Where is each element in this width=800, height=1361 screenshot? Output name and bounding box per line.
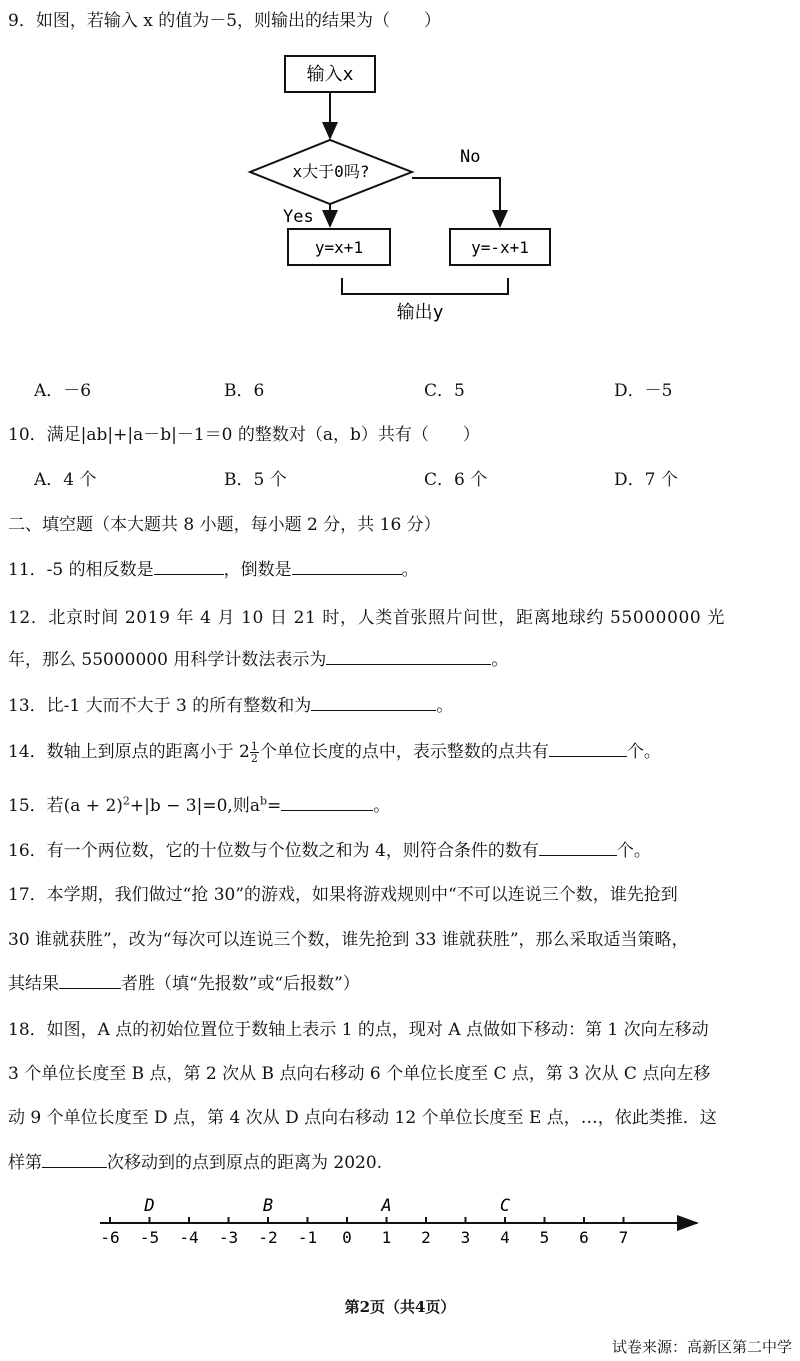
q10-option-d: D．7 个 [614, 470, 678, 490]
question-18-line4: 样第 次移动到的点到原点的距离为 2020. [8, 1148, 382, 1173]
flow-output-text: 输出y [396, 302, 444, 323]
tick-label: 5 [539, 1228, 550, 1247]
answer-blank [326, 646, 491, 665]
tick-label: 1 [381, 1228, 392, 1247]
answer-blank [59, 970, 121, 989]
question-11: 11．-5 的相反数是 ，倒数是 。 [8, 555, 419, 580]
q10-option-c: C．6 个 [424, 470, 488, 490]
question-18-line3: 动 9 个单位长度至 D 点，第 4 次从 D 点向右移动 12 个单位长度至 E 点，…，依此类推．这 [8, 1108, 717, 1128]
flow-yes-label: Yes [283, 207, 314, 227]
answer-blank [281, 792, 373, 811]
tick-label: 7 [618, 1228, 629, 1247]
question-9-stem: 9．如图，若输入 x 的值为－5，则输出的结果为（ ） [8, 11, 442, 31]
flow-left-text: y=x+1 [314, 238, 364, 257]
tick-label: -2 [258, 1228, 278, 1247]
tick-label: 4 [500, 1228, 510, 1247]
question-18-line1: 18．如图，A 点的初始位置位于数轴上表示 1 的点，现对 A 点做如下移动：第 1 次向左移动 [8, 1020, 709, 1040]
tick-label: -4 [179, 1228, 199, 1247]
q9-option-b: B．6 [224, 381, 265, 401]
tick-label: 3 [460, 1228, 471, 1247]
answer-blank [539, 837, 617, 856]
q9-option-d: D．－5 [614, 381, 673, 401]
answer-blank [42, 1149, 107, 1168]
question-12-line2: 年，那么 55000000 用科学计数法表示为 。 [8, 645, 508, 670]
q9-option-a: A．－6 [34, 381, 92, 401]
question-17-line1: 17．本学期，我们做过“抢 30”的游戏，如果将游戏规则中“不可以连说三个数，谁先抢到 [8, 885, 678, 905]
q10-option-a: A．4 个 [34, 470, 97, 490]
tick-label: 6 [579, 1228, 589, 1247]
q9-option-c: C．5 [424, 381, 465, 401]
q10-option-b: B．5 个 [224, 470, 287, 490]
tick-label: -5 [139, 1228, 160, 1247]
flowchart [0, 0, 800, 340]
question-17-line2: 30 谁就获胜”，改为“每次可以连说三个数，谁先抢到 33 谁就获胜”，那么采取适当策略， [8, 930, 689, 950]
answer-blank [549, 738, 627, 757]
answer-blank [154, 556, 224, 575]
flow-input-text: 输入x [306, 64, 354, 85]
fraction-one-half: $\frac{1}{2}$ [250, 740, 258, 765]
question-14: 14．数轴上到原点的距离小于 2 $\frac{1}{2}$ 个单位长度的点中，表示整数的点共有 个。 [8, 740, 661, 765]
answer-blank [292, 556, 402, 575]
point-label-b: B [262, 1196, 274, 1216]
section-2-heading: 二、填空题（本大题共 8 小题，每小题 2 分，共 16 分） [8, 515, 441, 535]
flow-decision-text: x大于0吗? [292, 162, 370, 181]
point-label-a: A [381, 1196, 392, 1216]
tick-label: -1 [297, 1228, 318, 1247]
question-16: 16．有一个两位数，它的十位数与个位数之和为 4，则符合条件的数有 个。 [8, 836, 651, 861]
question-13: 13．比-1 大而不大于 3 的所有整数和为 。 [8, 691, 453, 716]
question-18-line2: 3 个单位长度至 B 点，第 2 次从 B 点向右移动 6 个单位长度至 C 点，第 3 次从 C 点向左移 [8, 1064, 711, 1084]
flow-right-text: y=-x+1 [471, 238, 529, 257]
source-label: 试卷来源：高新区第二中学 [611, 1338, 792, 1356]
tick-label: -3 [218, 1228, 239, 1247]
tick-label: 2 [421, 1228, 431, 1247]
question-17-line3: 其结果 者胜（填“先报数”或“后报数”） [8, 969, 360, 994]
answer-blank [311, 692, 436, 711]
tick-label: -6 [100, 1228, 120, 1247]
question-10-stem: 10．满足|ab|+|a－b|－1＝0 的整数对（a，b）共有（ ） [8, 425, 480, 445]
tick-label: 0 [342, 1228, 352, 1247]
question-15: 15．若$(a + 2)^2+|b - 3|=0$,则$a^b=$ 。 [8, 791, 390, 816]
number-line [0, 1190, 800, 1260]
question-12-line1: 12．北京时间 2019 年 4 月 10 日 21 时，人类首张照片问世，距离地球约 55000000 光 [8, 608, 725, 628]
flow-no-label: No [460, 147, 481, 167]
page-number: 第2页（共4页） [344, 1298, 456, 1316]
point-label-c: C [499, 1196, 511, 1216]
point-label-d: D [144, 1196, 155, 1216]
